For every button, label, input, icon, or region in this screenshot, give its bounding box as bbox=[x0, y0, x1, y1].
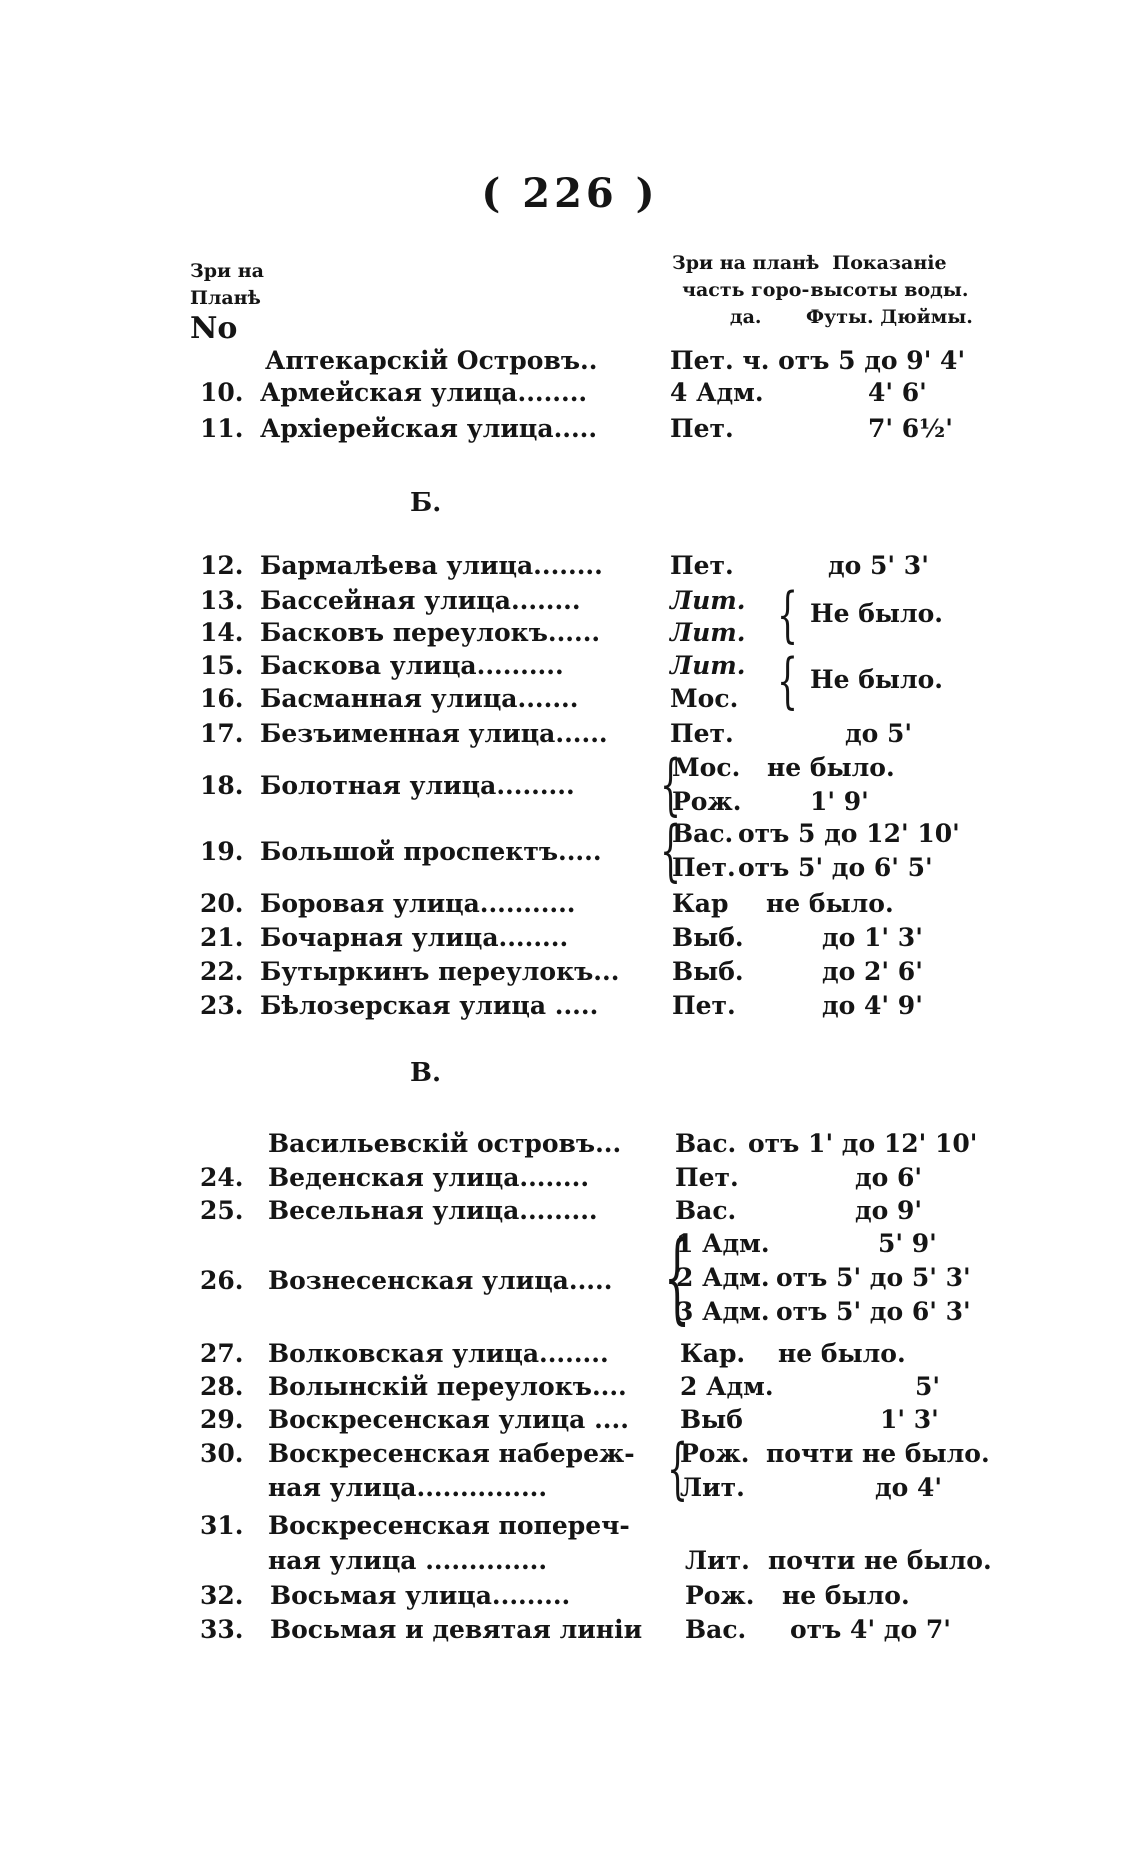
table-row bbox=[200, 1162, 1020, 1194]
street-name: Вознесенская улица..... bbox=[268, 1266, 613, 1295]
water-level: до 5' 3' bbox=[828, 551, 929, 580]
water-level: отъ 5' до 6' 3' bbox=[776, 1297, 971, 1326]
section-letter-b: Б. bbox=[410, 488, 442, 518]
street-name: Бассейная улица........ bbox=[260, 586, 581, 615]
table-row bbox=[200, 1545, 1020, 1577]
street-name: Васильевскій островъ... bbox=[268, 1129, 622, 1158]
sub-row bbox=[680, 1472, 1015, 1504]
water-level: до 6' bbox=[855, 1163, 923, 1192]
street-name: Боровая улица........... bbox=[260, 889, 576, 918]
water-level: отъ 5' до 6' 5' bbox=[738, 853, 933, 882]
water-level: отъ 5' до 5' 3' bbox=[776, 1263, 971, 1292]
water-level: почти не было. bbox=[768, 1546, 992, 1575]
row-number: 31. bbox=[200, 1511, 244, 1540]
district: Лит. bbox=[670, 618, 746, 647]
table-row bbox=[200, 718, 1020, 750]
district: Рож. bbox=[680, 1439, 750, 1468]
table-row bbox=[200, 550, 1020, 582]
row-number: 11. bbox=[200, 414, 244, 443]
street-name: Басманная улица....... bbox=[260, 684, 579, 713]
water-level: до 4' 9' bbox=[822, 991, 923, 1020]
header-right-line-2: высоты воды. bbox=[810, 279, 969, 301]
district: 4 Адм. bbox=[670, 378, 764, 407]
sub-row bbox=[672, 752, 1002, 784]
column-header-water-level bbox=[806, 250, 973, 331]
street-name: Болотная улица......... bbox=[260, 771, 575, 800]
row-number: 24. bbox=[200, 1163, 244, 1192]
district: Пет. bbox=[672, 991, 736, 1020]
district: 3 Адм. bbox=[676, 1297, 770, 1326]
row-number: 32. bbox=[200, 1581, 244, 1610]
street-name: Бѣлозерская улица ..... bbox=[260, 991, 599, 1020]
water-level: 5' 9' bbox=[878, 1229, 937, 1258]
row-number: 33. bbox=[200, 1615, 244, 1644]
street-name: Баскова улица.......... bbox=[260, 651, 564, 680]
sub-row bbox=[676, 1228, 1006, 1260]
sub-row bbox=[676, 1296, 1016, 1328]
table-row bbox=[200, 345, 1020, 377]
page-number: ( 226 ) bbox=[481, 170, 659, 217]
street-name: Воскресенская улица .... bbox=[268, 1405, 629, 1434]
brace-note: Не было. bbox=[810, 665, 943, 694]
district: Пет. bbox=[675, 1163, 739, 1192]
water-level: отъ 4' до 7' bbox=[790, 1615, 951, 1644]
section-letter-v: В. bbox=[410, 1058, 442, 1088]
brace: { bbox=[660, 812, 681, 889]
district: Пет. ч. отъ 5 до 9' 4' bbox=[670, 346, 966, 375]
header-left-line-2: Планѣ bbox=[190, 287, 261, 309]
street-name: Безъименная улица...... bbox=[260, 719, 608, 748]
district: 2 Адм. bbox=[676, 1263, 770, 1292]
district: Лит. bbox=[670, 651, 746, 680]
district: Выб bbox=[680, 1405, 743, 1434]
row-number: 19. bbox=[200, 837, 244, 866]
street-name-continued: ная улица............... bbox=[268, 1473, 548, 1502]
district: 1 Адм. bbox=[676, 1229, 770, 1258]
water-level: 1' 3' bbox=[880, 1405, 939, 1434]
district: Кар bbox=[672, 889, 729, 918]
row-number: 16. bbox=[200, 684, 244, 713]
water-level: 7' 6½' bbox=[868, 414, 953, 443]
water-level: до 4' bbox=[875, 1473, 943, 1502]
street-name: Басковъ переулокъ...... bbox=[260, 618, 601, 647]
brace: { bbox=[664, 1221, 691, 1335]
row-number: 23. bbox=[200, 991, 244, 1020]
header-mid-line-1: Зри на планѣ bbox=[672, 252, 820, 274]
table-row bbox=[200, 377, 1020, 409]
brace-note: Не было. bbox=[810, 599, 943, 628]
street-name-continued: ная улица .............. bbox=[268, 1546, 548, 1575]
street-name: Восьмая улица......... bbox=[270, 1581, 571, 1610]
district: Вас. bbox=[675, 1129, 737, 1158]
street-name: Большой проспектъ..... bbox=[260, 837, 602, 866]
street-name: Армейская улица........ bbox=[260, 378, 588, 407]
district: Кар. bbox=[680, 1339, 746, 1368]
table-row bbox=[200, 956, 1020, 988]
district: Лит. bbox=[680, 1473, 745, 1502]
header-left-line-1: Зри на bbox=[190, 260, 264, 282]
street-name: Бочарная улица........ bbox=[260, 923, 569, 952]
district: Выб. bbox=[672, 957, 744, 986]
sub-row bbox=[676, 1262, 1016, 1294]
water-level: почти не было. bbox=[766, 1439, 990, 1468]
row-number: 14. bbox=[200, 618, 244, 647]
street-name: Веденская улица........ bbox=[268, 1163, 590, 1192]
district: Рож. bbox=[672, 787, 742, 816]
water-level: не было. bbox=[778, 1339, 906, 1368]
row-number: 29. bbox=[200, 1405, 244, 1434]
table-row bbox=[200, 922, 1020, 954]
table-row bbox=[200, 1580, 1020, 1612]
brace: { bbox=[777, 646, 799, 716]
table-row bbox=[200, 1128, 1020, 1160]
row-number: 13. bbox=[200, 586, 244, 615]
street-name: Аптекарскій Островъ.. bbox=[265, 346, 598, 375]
table-row bbox=[200, 413, 1020, 445]
district: Рож. bbox=[685, 1581, 755, 1610]
street-name: Бармалѣева улица........ bbox=[260, 551, 603, 580]
street-name: Воскресенская попереч- bbox=[268, 1511, 630, 1540]
row-number: 21. bbox=[200, 923, 244, 952]
district: Лит. bbox=[685, 1546, 750, 1575]
street-name: Весельная улица......... bbox=[268, 1196, 598, 1225]
header-mid-line-3: да. bbox=[729, 306, 762, 328]
water-level: отъ 1' до 12' 10' bbox=[748, 1129, 978, 1158]
district: Пет. bbox=[670, 551, 734, 580]
water-level: не было. bbox=[767, 753, 895, 782]
table-row bbox=[200, 1614, 1020, 1646]
row-number: 15. bbox=[200, 651, 244, 680]
street-name: Воскресенская набереж- bbox=[268, 1439, 635, 1468]
district: Мос. bbox=[670, 684, 739, 713]
street-name: Волковская улица........ bbox=[268, 1339, 609, 1368]
water-level: отъ 5 до 12' 10' bbox=[738, 819, 960, 848]
district: Вас. bbox=[685, 1615, 747, 1644]
street-name: Восьмая и девятая линіи bbox=[270, 1615, 643, 1644]
row-number: 20. bbox=[200, 889, 244, 918]
sub-row bbox=[672, 786, 1002, 818]
column-header-district bbox=[672, 250, 819, 331]
water-level: до 2' 6' bbox=[822, 957, 923, 986]
table-row bbox=[200, 1510, 1020, 1542]
sub-row bbox=[680, 1438, 1015, 1470]
header-no: No bbox=[190, 311, 238, 346]
table-row bbox=[200, 990, 1020, 1022]
table-row bbox=[200, 1404, 1020, 1436]
row-number: 27. bbox=[200, 1339, 244, 1368]
district: 2 Адм. bbox=[680, 1372, 774, 1401]
row-number: 17. bbox=[200, 719, 244, 748]
row-number: 12. bbox=[200, 551, 244, 580]
brace: { bbox=[667, 1430, 688, 1507]
water-level: 4' 6' bbox=[868, 378, 927, 407]
row-number: 18. bbox=[200, 771, 244, 800]
sub-row bbox=[672, 852, 1002, 884]
street-name: Бутыркинъ переулокъ... bbox=[260, 957, 620, 986]
table-row bbox=[200, 1195, 1020, 1227]
header-right-line-3: Футы. Дюймы. bbox=[806, 306, 973, 328]
water-level: 5' bbox=[915, 1372, 941, 1401]
table-row bbox=[200, 1338, 1020, 1370]
district: Пет. bbox=[670, 414, 734, 443]
water-level: до 5' bbox=[845, 719, 913, 748]
brace: { bbox=[660, 746, 681, 823]
row-number: 30. bbox=[200, 1439, 244, 1468]
row-number: 26. bbox=[200, 1266, 244, 1295]
district: Вас. bbox=[675, 1196, 737, 1225]
table-row bbox=[200, 1371, 1020, 1403]
district: Пет. bbox=[670, 719, 734, 748]
water-level: не было. bbox=[766, 889, 894, 918]
table-row bbox=[200, 888, 1020, 920]
row-number: 28. bbox=[200, 1372, 244, 1401]
row-number: 22. bbox=[200, 957, 244, 986]
district: Пет. bbox=[672, 853, 736, 882]
water-level: 1' 9' bbox=[810, 787, 869, 816]
water-level: до 9' bbox=[855, 1196, 923, 1225]
district: Лит. bbox=[670, 586, 746, 615]
water-level: до 1' 3' bbox=[822, 923, 923, 952]
header-mid-line-2: часть горо- bbox=[682, 279, 810, 301]
district: Мос. bbox=[672, 753, 741, 782]
row-number: 25. bbox=[200, 1196, 244, 1225]
row-number: 10. bbox=[200, 378, 244, 407]
district: Выб. bbox=[672, 923, 744, 952]
header-right-line-1: Показаніе bbox=[832, 252, 947, 274]
sub-row bbox=[672, 818, 1002, 850]
column-header-plan bbox=[190, 258, 264, 344]
street-name: Волынскій переулокъ.... bbox=[268, 1372, 627, 1401]
brace: { bbox=[777, 580, 799, 650]
district: Вас. bbox=[672, 819, 734, 848]
water-level: не было. bbox=[782, 1581, 910, 1610]
street-name: Архіерейская улица..... bbox=[260, 414, 598, 443]
